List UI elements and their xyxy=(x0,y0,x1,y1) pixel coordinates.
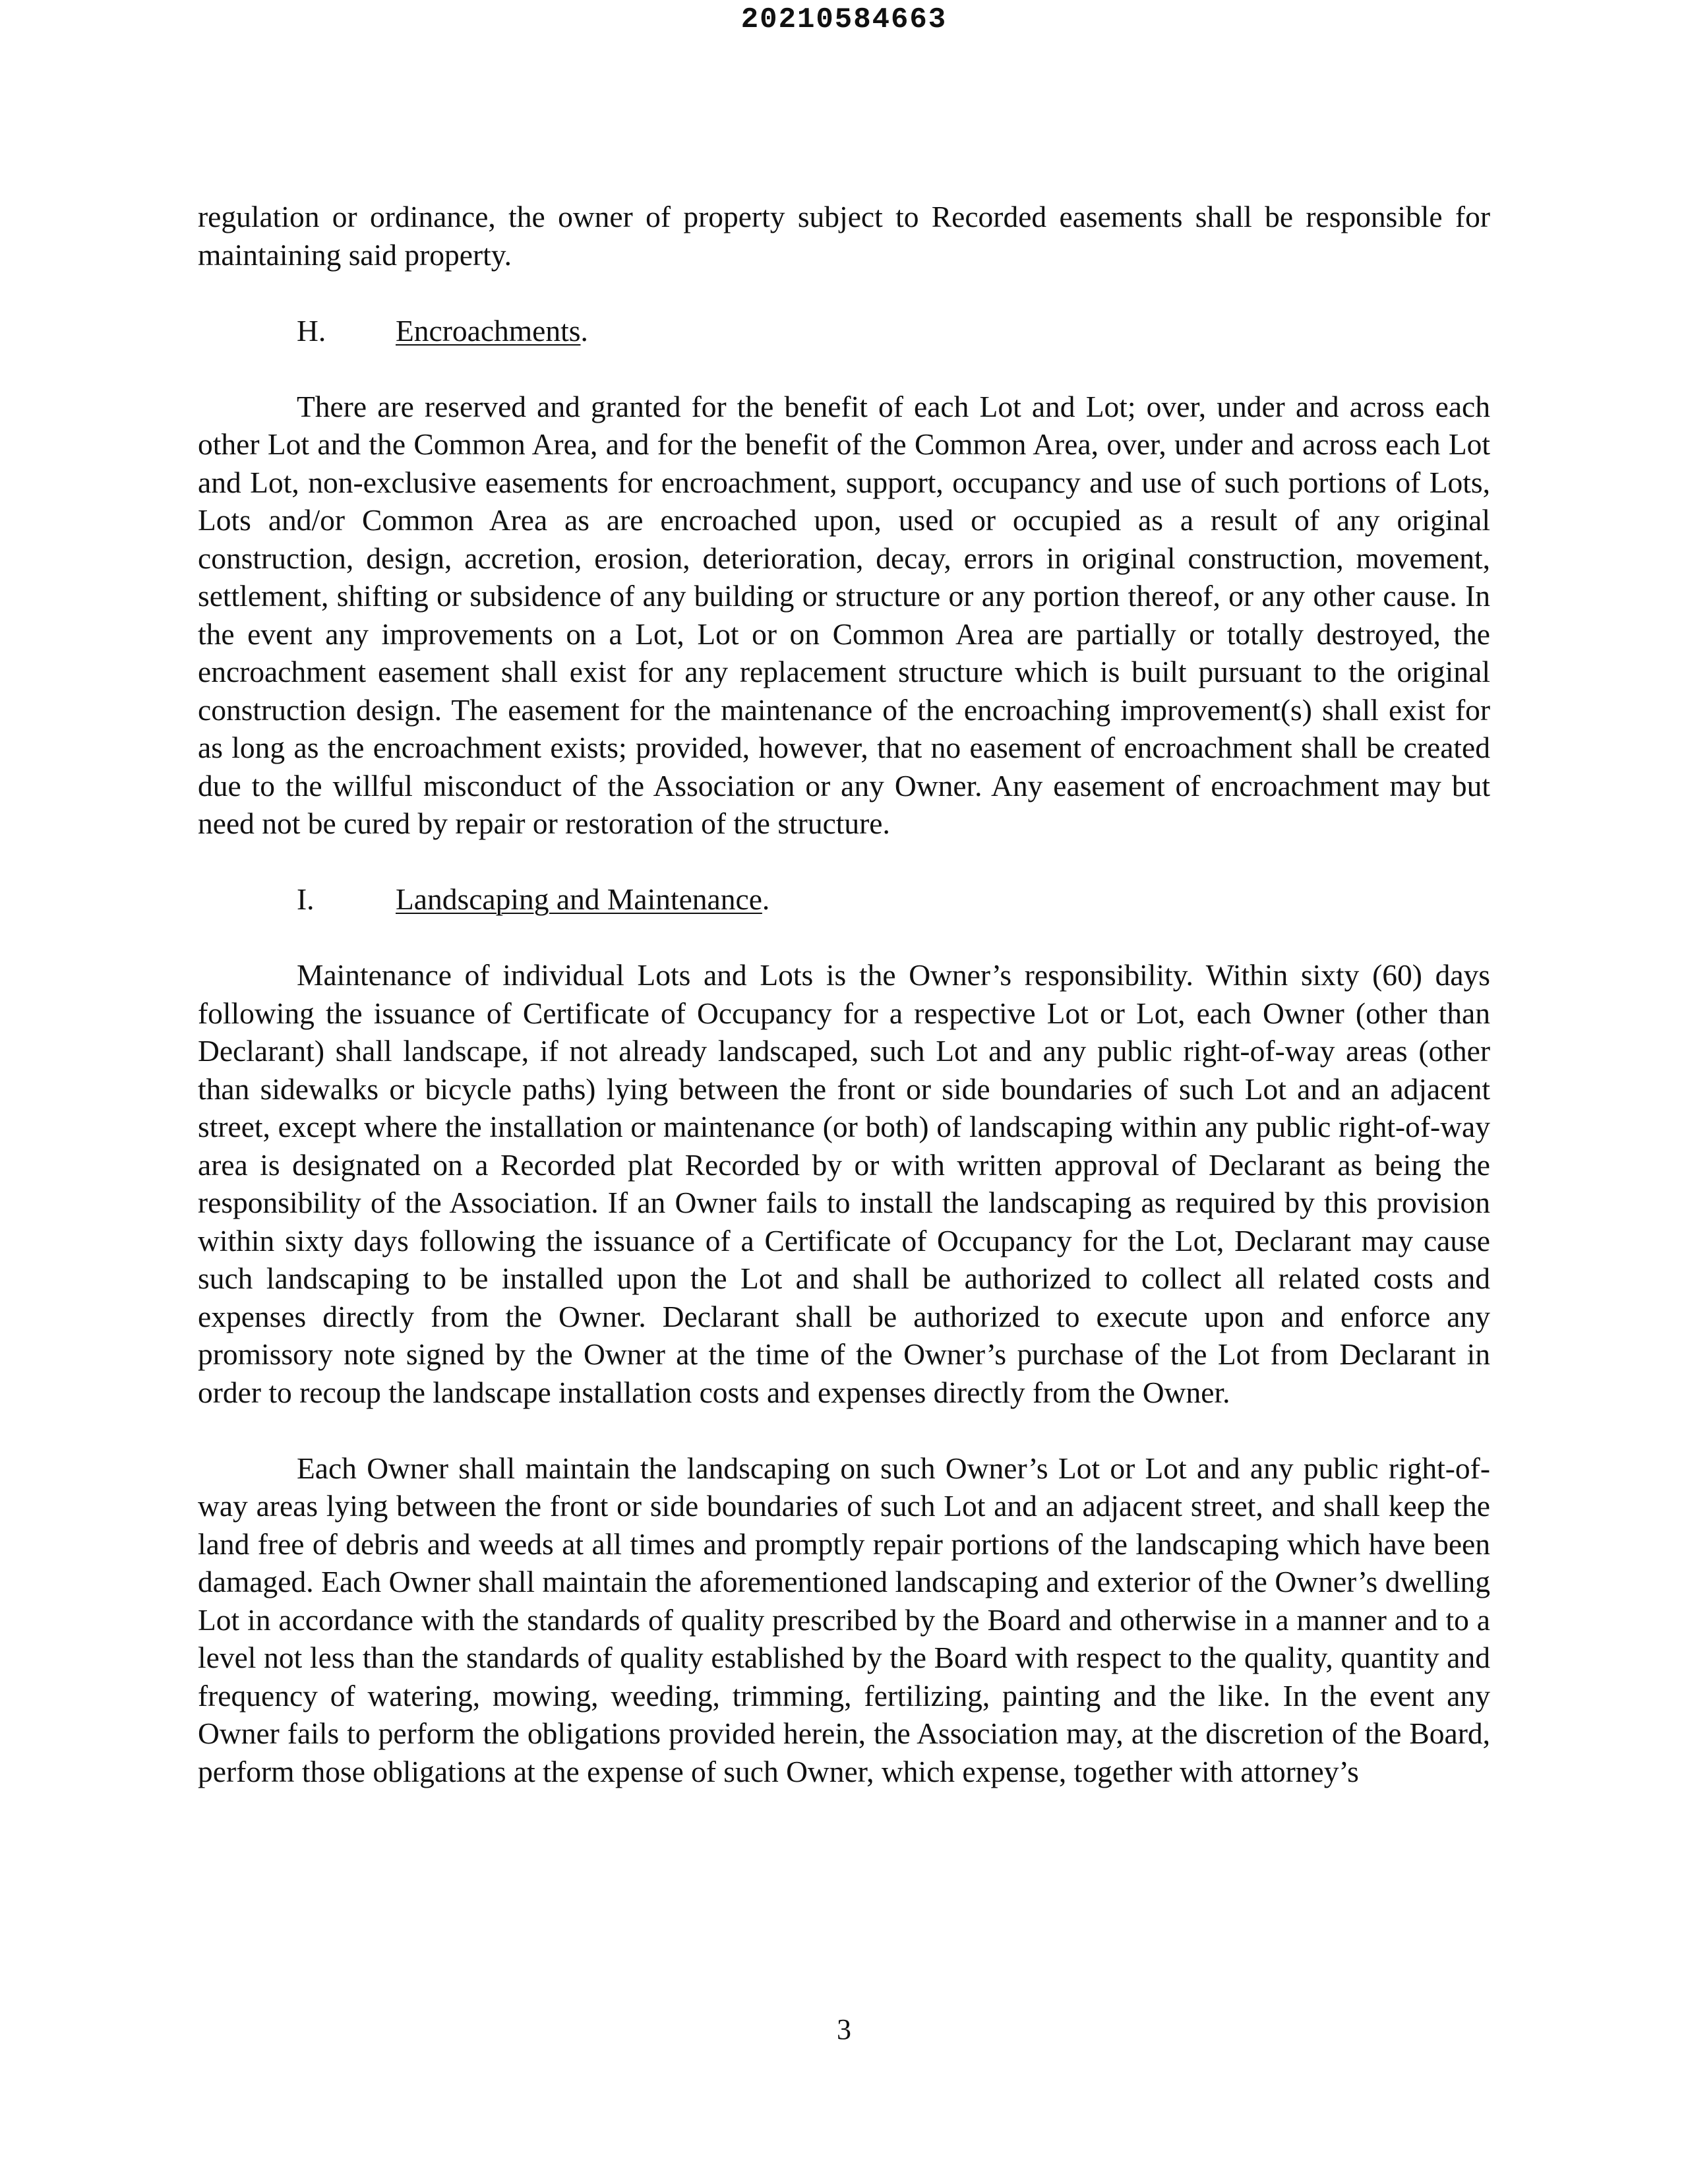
section-title: Encroachments xyxy=(396,313,581,348)
section-title: Landscaping and Maintenance xyxy=(396,882,762,916)
page-number: 3 xyxy=(837,2013,851,2046)
document-number: 20210584663 xyxy=(740,3,948,36)
section-title-punct: . xyxy=(762,882,770,916)
paragraph-landscaping-maintenance: Each Owner shall maintain the landscaping on such Owner’s Lot or Lot and any public right-of-way areas lying between the front or side boundaries of such Lot and an adjacent street, and shall keep the land free of debris and weeds at all times and promptly repair portions of the landscaping which have been damaged. Each Owner shall maintain the aforementioned landscaping and exterior of the Owner’s dwelling Lot in accordance with the standards of quality prescribed by the Board and otherwise in a manner and to a level not less than the standards of quality established by the Board with respect to the quality, quantity and frequency of watering, mowing, weeding, trimming, fertilizing, painting and the like. In the event any Owner fails to perform the obligations provided herein, the Association may, at the discretion of the Board, perform those obligations at the expense of such Owner, which expense, together with attorney’s xyxy=(198,1451,1490,1788)
section-heading-landscaping xyxy=(198,880,1490,919)
section-heading-encroachments xyxy=(198,312,1490,350)
section-letter: I. xyxy=(297,882,315,916)
paragraph-landscaping-installation: Maintenance of individual Lots and Lots is the Owner’s responsibility. Within sixty (60) days following the issuance of Certificate of Occupancy for a respective Lot or Lot, each Owner (other than Declarant) shall landscape, if not already landscaped, such Lot and any public right-of-way areas (other than sidewalks or bicycle paths) lying between the front or side boundaries of such Lot and an adjacent street, except where the installation or maintenance (or both) of landscaping within any public right-of-way area is designated on a Recorded plat Recorded by or with written approval of Declarant as being the responsibility of the Association. If an Owner fails to install the landscaping as required by this provision within sixty days following the issuance of a Certificate of Occupancy for the Lot, Declarant may cause such landscaping to be installed upon the Lot and shall be authorized to collect all related costs and expenses directly from the Owner. Declarant shall be authorized to execute upon and enforce any promissory note signed by the Owner at the time of the Owner’s purchase of the Lot from Declarant in order to recoup the landscape installation costs and expenses directly from the Owner. xyxy=(198,958,1490,1409)
section-letter: H. xyxy=(297,313,326,348)
paragraph-continuation: regulation or ordinance, the owner of property subject to Recorded easements shall be responsible for maintaining said property. xyxy=(198,200,1490,272)
paragraph-encroachments: There are reserved and granted for the benefit of each Lot and Lot; over, under and across each other Lot and the Common Area, and for the benefit of the Common Area, over, under and across each Lot and Lot, non-exclusive easements for encroachment, support, occupancy and use of such portions of Lots, Lots and/or Common Area as are encroached upon, used or occupied as a result of any original construction, design, accretion, erosion, deterioration, decay, errors in original construction, movement, settlement, shifting or subsidence of any building or structure or any portion thereof, or any other cause. In the event any improvements on a Lot, Lot or on Common Area are partially or totally destroyed, the encroachment easement shall exist for any replacement structure which is built pursuant to the original construction design. The easement for the maintenance of the encroaching improvement(s) shall exist for as long as the encroachment exists; provided, however, that no easement of encroachment shall be created due to the willful misconduct of the Association or any Owner. Any easement of encroachment may but need not be cured by repair or restoration of the structure. xyxy=(198,389,1490,840)
document-body xyxy=(198,198,1490,1790)
section-title-punct: . xyxy=(580,313,588,348)
